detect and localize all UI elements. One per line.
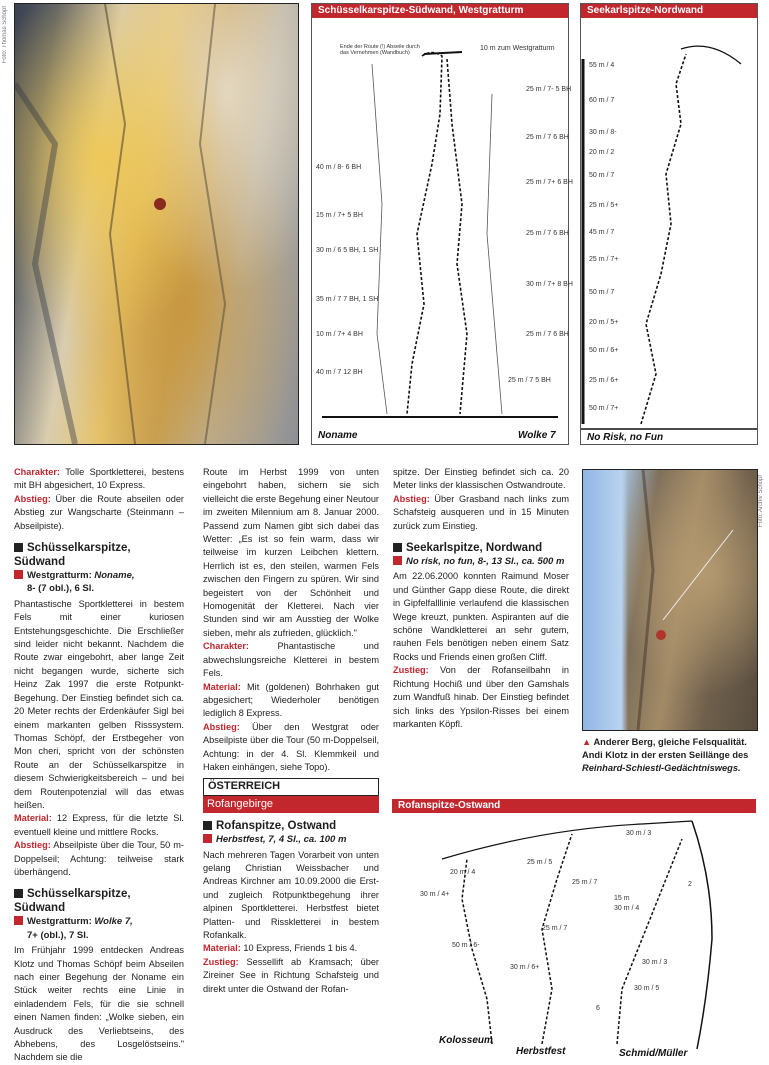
section-heading [14, 541, 184, 569]
paragraph: spitze. Der Einstieg befindet sich ca. 20 Meter links der klassischen Ostwandroute. [393, 467, 569, 491]
rock-texture [583, 470, 757, 730]
topo1-pitch-label: 35 m / 7 7 BH, 1 SH [316, 296, 379, 303]
label-abstieg: Abstieg: [393, 493, 430, 504]
paragraph: Phantastische Sportkletterei in bestem Fels mit einer kuriosen Entstehungsgeschichte. Die Erschließer sind leider nicht bekannt. Nachdem die Route zwar eingebohrt, aber lange Zeit nicht begangen wurde, sicherte sich Heinz Zak 1997 die erste Rotpunkt-Begehung. Der Einstieg befindet sich ca. 20 Meter rechts der Erdenkäufer Sigl bei einem markanten gelben Risssystem. Thomas Schöpf, der Erstbegeher von Mon cheri, spricht von der schönsten Route an der Schüsselkarspitze in diesem Schwierigkeitsbereich – und bei dem Routenpotenzial will das etwas heißen. [14, 598, 184, 810]
topo-schuesselkarspitze [311, 3, 573, 445]
topo3-pitch-label: 15 m [614, 895, 630, 902]
paragraph: Route im Herbst 1999 von unten eingebohrt haben, sichern sie sich vielleicht die erste Begehung einer Neutour im zweiten Milennium am 8. Januar 2000. Passend zum Namen gibt sich dabei das Wetter: „Es ist so fein warm, dass wir teilweise im kurzen Leibchen klettern. Herrlich ist es, den steilen, warmen Fels zwischen den Fingern zu spüren. Wir sind begeistert von der Schönheit und Homogenität der Kletterei. Nach vier Stunden sind wir am Ausstieg der Wolke sieben, mehr als zufrieden, glücklich." [203, 467, 379, 638]
paragraph: Tolle Sportkletterei, bestens mit BH abgesichert, 10 Express. [14, 467, 184, 491]
topo3-pitch-label: 30 m / 6+ [510, 964, 540, 971]
red-square-icon [14, 916, 23, 925]
topo1-pitch-label: 25 m / 7 5 BH [508, 377, 551, 384]
section-heading [393, 541, 569, 555]
heading-text: Schüsselkarspitze, Südwand [14, 888, 131, 915]
topo2-title: Seekarlspitze-Nordwand [581, 4, 757, 18]
topo1-pitch-label: 30 m / 7+ 8 BH [526, 281, 573, 288]
topo3-route-left: Kolosseum [439, 1035, 493, 1046]
climber-figure [656, 630, 666, 640]
topo2-pitch-label: 20 m / 2 [589, 149, 615, 156]
topo2-pitch-label: 50 m / 7 [589, 172, 615, 179]
route-subheading [203, 833, 379, 846]
region-area: Rofangebirge [203, 796, 379, 813]
topo2-pitch-label: 45 m / 7 [589, 229, 615, 236]
topo3-pitch-label: 30 m / 3 [642, 959, 668, 966]
topo2-pitch-label: 25 m / 6+ [589, 377, 619, 384]
topo1-top-note: Ende der Route (!) Abseile durch das Vernehmen (Wandbuch) [340, 44, 420, 56]
article-column-3 [393, 466, 569, 731]
topo3-route-mid: Herbstfest [516, 1046, 566, 1057]
section-heading [14, 887, 184, 915]
topo3-pitch-label: 20 m / 4 [450, 869, 476, 876]
sub-part: Herbstfest, 7, 4 Sl., ca. 100 m [216, 834, 347, 846]
sub-part: No risk, no fun, 8-, 13 Sl., ca. 500 m [406, 556, 565, 568]
topo-seekarlspitze [580, 3, 758, 445]
topo3-lines [392, 799, 756, 1059]
photo-caption [582, 736, 762, 775]
paragraph: Mit (goldenen) Bohrhaken gut abgesichert; Wiederholer benötigen lediglich 8 Express. [203, 681, 379, 719]
topo3-pitch-label: 2 [688, 881, 692, 888]
topo3-pitch-label: 6 [596, 1005, 600, 1012]
topo2-pitch-label: 25 m / 7+ [589, 256, 619, 263]
paragraph: Über Grasband nach links zum Schafsteig ausqueren und in 15 Minuten zurück zum Einstieg. [393, 493, 569, 531]
topo1-pitch-label: 25 m / 7 6 BH [526, 230, 569, 237]
topo1-pitch-label: 25 m / 7+ 6 BH [526, 179, 573, 186]
label-material: Material: [203, 943, 241, 954]
sub-part: 7+ (obl.), 7 Sl. [27, 929, 89, 941]
topo2-pitch-label: 50 m / 6+ [589, 347, 619, 354]
paragraph: 10 Express, Friends 1 bis 4. [240, 943, 358, 954]
topo1-pitch-label: 30 m / 6 5 BH, 1 SH [316, 247, 379, 254]
article-column-1 [14, 466, 184, 1065]
heading-text: Rofanspitze, Ostwand [216, 820, 337, 833]
article-column-2 [203, 466, 379, 996]
topo-rofanspitze [392, 799, 756, 1059]
paragraph: Von der Rofanseilbahn in Richtung Hochiß und über den Gamshals zum Wandfuß hinab. Der Einstieg befindet sich links des Ypsilon-Risses bei einem markanten Köpfl. [393, 665, 569, 729]
region-country: ÖSTERREICH [203, 778, 379, 795]
label-material: Material: [14, 813, 52, 824]
photo-credit-right: Foto: Archiv Schöpf [758, 475, 764, 528]
caption-line: Andi Klotz in der ersten Seillänge des [582, 750, 749, 760]
topo1-route-left: Noname [318, 430, 358, 441]
sub-part: Noname, [94, 570, 135, 582]
red-square-icon [14, 570, 23, 579]
topo2-pitch-label: 50 m / 7 [589, 289, 615, 296]
paragraph: Nach mehreren Tagen Vorarbeit von unten gelang Christian Weissbacher und Andreas Kirchner am 10.09.2000 die Erst- und zugleich Rotpunktbegehung ihrer alpinen Sportkletterei. Herbstfest bietet Platten- und Risskletterei in bestem Rofankalk. [203, 849, 379, 940]
topo1-route-right: Wolke 7 [518, 430, 556, 441]
topo2-pitch-label: 50 m / 7+ [589, 405, 619, 412]
caption-line: Reinhard-Schiestl-Gedächtniswegs. [582, 763, 741, 773]
photo-credit-top: Foto: Thomas Schöpf [2, 6, 8, 64]
sub-part: 8- (7 obl.), 6 Sl. [27, 583, 95, 595]
climbing-photo-main [14, 3, 299, 445]
rock-texture [15, 4, 298, 444]
paragraph: Abseilpiste über die Tour, 50 m-Doppelseil; Achtung: teilweise stark überhängend. [14, 840, 184, 877]
topo3-pitch-label: 30 m / 4 [614, 905, 640, 912]
topo1-pitch-label: 40 m / 8- 6 BH [316, 164, 362, 171]
paragraph: 12 Express, für die letzte Sl. eventuell kleine und mittlere Rocks. [14, 813, 184, 837]
topo3-pitch-label: 30 m / 5 [634, 985, 660, 992]
square-icon [14, 889, 23, 898]
paragraph: Über den Westgrat oder Abseilpiste über die Tour (50 m-Doppelseil, Achtung: in der 4. Sl. Klemmkeil und Haken einhängen, siehe Topo). [203, 721, 379, 772]
topo1-top-right: 10 m zum Westgratturm [480, 45, 555, 52]
topo2-pitch-label: 30 m / 8- [589, 129, 617, 136]
paragraph: Über die Route abseilen oder Abstieg zur Wangscharte (Steinmann – Abseilpiste). [14, 493, 184, 531]
topo3-pitch-label: 25 m / 7 [542, 925, 568, 932]
square-icon [14, 543, 23, 552]
topo3-title: Rofanspitze-Ostwand [392, 799, 756, 813]
topo2-pitch-label: 25 m / 5+ [589, 202, 619, 209]
label-material: Material: [203, 681, 241, 692]
label-charakter: Charakter: [203, 641, 249, 652]
route-subheading [14, 569, 184, 596]
topo2-pitch-label: 20 m / 5+ [589, 319, 619, 326]
topo1-pitch-label: 15 m / 7+ 5 BH [316, 212, 363, 219]
heading-text: Seekarlspitze, Nordwand [406, 542, 543, 555]
route-subheading [393, 555, 569, 568]
topo1-pitch-label: 40 m / 7 12 BH [316, 369, 363, 376]
label-zustieg: Zustieg: [203, 956, 239, 967]
label-charakter: Charakter: [14, 467, 60, 477]
sub-part: Wolke 7, [94, 916, 133, 928]
label-zustieg: Zustieg: [393, 665, 429, 676]
heading-text: Schüsselkarspitze, Südwand [14, 542, 131, 569]
label-abstieg: Abstieg: [203, 721, 240, 732]
climber-figure [154, 198, 166, 210]
topo1-pitch-label: 10 m / 7+ 4 BH [316, 331, 363, 338]
triangle-icon: ▲ [582, 737, 592, 747]
paragraph: Im Frühjahr 1999 entdecken Andreas Klotz und Thomas Schöpf beim Abseilen nach einer Begehung der Noname ein Stück weiter rechts eine Linie in einladendem Fels, für die sie schnell einen Namen finden: „Wolke sieben, ein Ausdruck des Verliebtseins, des Abhebens, des Losgelöstseins." Nachdem sie die [14, 945, 184, 1063]
paragraph: Phantastische und abwechslungsreiche Kletterei in bestem Fels. [203, 641, 379, 679]
section-heading [203, 819, 379, 833]
topo1-pitch-label: 25 m / 7 6 BH [526, 134, 569, 141]
topo3-pitch-label: 50 m / 6- [452, 942, 480, 949]
topo3-pitch-label: 30 m / 4+ [420, 891, 450, 898]
label-abstieg: Abstieg: [14, 840, 51, 851]
topo3-route-right: Schmid/Müller [619, 1048, 688, 1059]
topo1-title: Schüsselkarspitze-Südwand, Westgratturm [312, 4, 568, 18]
paragraph: Sessellift ab Kramsach; über Zireiner See in Richtung Schafsteig und direkt unter die Ostwand der Rofan- [203, 956, 379, 994]
climbing-photo-secondary [582, 469, 758, 731]
caption-line: Anderer Berg, gleiche Felsqualität. [593, 737, 747, 747]
sub-part: Westgratturm: [27, 916, 95, 928]
topo3-pitch-label: 25 m / 5 [527, 859, 553, 866]
topo2-route: No Risk, no Fun [587, 432, 664, 443]
paragraph: Am 22.06.2000 konnten Raimund Moser und Günther Gapp diese Route, die direkt in Gipfelfalllinie verlaufend die klassischen Wege kreuzt, punkten. Aspiranten auf die schöne Wandkletterei an sehr gutem, rauhen Fels benötigen neben einem Satz Rocks und Friends einen großen Cliff. [393, 571, 569, 662]
topo3-pitch-label: 25 m / 7 [572, 879, 598, 886]
sub-part: Westgratturm: [27, 570, 95, 582]
topo1-pitch-label: 25 m / 7 6 BH [526, 331, 569, 338]
label-abstieg: Abstieg: [14, 493, 51, 504]
red-square-icon [203, 834, 212, 843]
square-icon [203, 821, 212, 830]
red-square-icon [393, 556, 402, 565]
topo3-pitch-label: 30 m / 3 [626, 830, 652, 837]
square-icon [393, 543, 402, 552]
topo1-pitch-label: 25 m / 7- 5 BH [526, 86, 572, 93]
topo2-pitch-label: 60 m / 7 [589, 97, 615, 104]
route-subheading [14, 915, 184, 942]
topo2-pitch-label: 55 m / 4 [589, 62, 615, 69]
